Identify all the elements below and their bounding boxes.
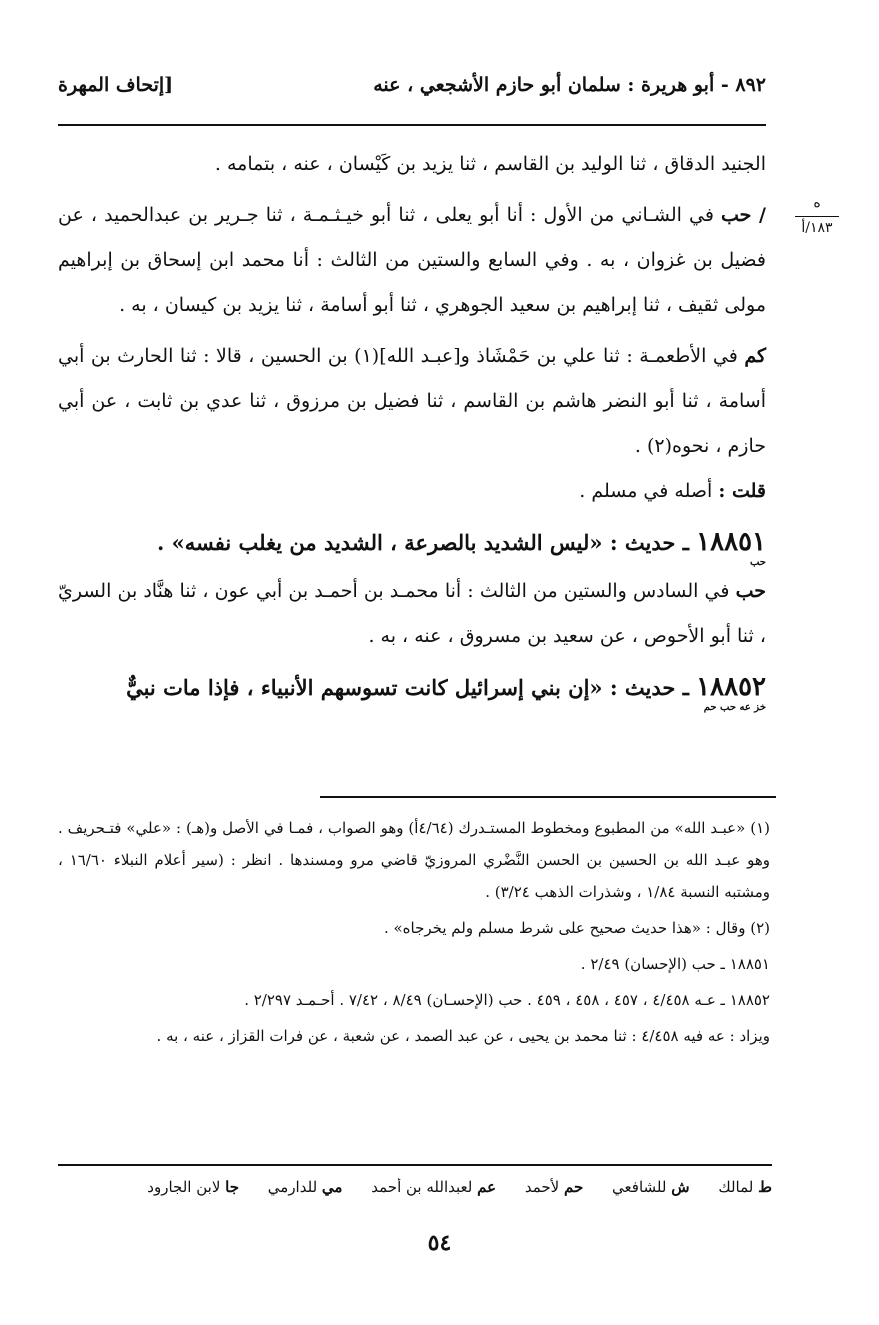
main-text xyxy=(58,142,766,714)
source-code: حب xyxy=(735,580,766,602)
hadith-text: ـ حديث : «ليس الشديد بالصرعة ، الشديد من يغلب نفسه» . xyxy=(157,530,689,555)
legend-code: عم xyxy=(477,1178,497,1196)
paragraph-text: في الأطعمـة : ثنا علي بن حَمْشَاذ و[عبـد الله](١) بن الحسين ، قالا : ثنا الحارث بن أبي أسامة ، ثنا أبو النضر هاشم بن القاسم ، ثنا فضيل بن مرزوق ، ثنا عدي بن ثابت ، عن أبي حازم ، نحوه(٢) . xyxy=(58,345,767,457)
hadith-source-codes: خز عه حب حم xyxy=(703,702,766,713)
hadith-number: ١٨٨٥٢ xyxy=(696,672,766,702)
footnote: ١٨٨٥١ ـ حب (الإحسان) ٢/٤٩ . xyxy=(580,955,770,973)
paragraph xyxy=(58,569,766,659)
legend-item xyxy=(135,1178,239,1196)
legend-code: ط xyxy=(758,1178,772,1196)
hadith-heading xyxy=(58,520,766,569)
footnote: (٢) وقال : «هذا حديث صحيح على شرط مسلم ولم يخرجاه» . xyxy=(383,919,770,937)
margin-note-top: ه xyxy=(813,195,821,211)
legend-label: لعبدالله بن أحمد xyxy=(371,1178,473,1196)
header-rule xyxy=(58,124,766,126)
source-code: قلت : xyxy=(718,480,766,502)
legend-label: لمالك xyxy=(718,1178,754,1196)
running-header xyxy=(58,74,766,110)
manuscript-margin-note xyxy=(792,194,842,237)
legend-item xyxy=(706,1178,772,1196)
legend-label: للدارمي xyxy=(267,1178,318,1196)
book-title: [إتحاف المهرة xyxy=(58,74,174,96)
legend-item xyxy=(513,1178,583,1196)
paragraph xyxy=(58,469,766,514)
legend-item xyxy=(256,1178,343,1196)
abbreviation-legend xyxy=(58,1178,772,1214)
margin-note-bottom: ١٨٣/أ xyxy=(801,220,833,236)
legend-code: حم xyxy=(563,1178,584,1196)
legend-item xyxy=(359,1178,496,1196)
legend-code: مي xyxy=(321,1178,343,1196)
legend-item xyxy=(600,1178,690,1196)
paragraph-text: في السادس والستين من الثالث : أنا محمـد بن أحمـد بن أبي عون ، ثنا هنَّاد بن السريّ ، ثنا أبو الأحوص ، عن سعيد بن مسروق ، عنه ، به . xyxy=(58,580,766,647)
source-code: كم xyxy=(744,345,767,367)
hadith-heading xyxy=(58,665,766,714)
footnote: ويزاد : عه فيه ٤/٤٥٨ : ثنا محمد بن يحيى ، عن عبد الصمد ، عن شعبة ، عن فرات القزاز ، عنه ، به . xyxy=(156,1027,770,1045)
footnotes xyxy=(58,812,770,1052)
margin-note-line xyxy=(795,216,839,217)
footnote: (١) «عبـد الله» من المطبوع ومخطوط المستـدرك (٤/٦٤أ) وهو الصواب ، فمـا في الأصل و(هـ) : «علي» فتـحريف . وهو عبـد الله بن الحسين بن الحسن النَّضْري المروزيّ قاضي مرو ومسندها . انظر : (سير أعلام النبلاء ١٦/٦٠ ، ومشتبه النسبة ١/٨٤ ، وشذرات الذهب ٣/٢٤) . xyxy=(58,819,770,901)
footnote-separator xyxy=(320,796,776,798)
paragraph xyxy=(58,142,766,187)
paragraph xyxy=(58,193,766,328)
page-number: ٥٤ xyxy=(427,1230,452,1256)
paragraph-text: الجنيد الدقاق ، ثنا الوليد بن القاسم ، ثنا يزيد بن كَيْسان ، عنه ، بتمامه . xyxy=(214,153,766,175)
paragraph xyxy=(58,334,766,469)
legend-label: للشافعي xyxy=(612,1178,667,1196)
legend-label: لأحمد xyxy=(524,1178,560,1196)
legend-code: ش xyxy=(671,1178,690,1196)
paragraph-text: أصله في مسلم . xyxy=(579,480,713,502)
chapter-title: ٨٩٢ - أبو هريرة : سلمان أبو حازم الأشجعي ، عنه xyxy=(373,74,766,96)
paragraph-text: في الشـاني من الأول : أنا أبو يعلى ، ثنا أبو خيـثـمـة ، ثنا جـرير بن عبدالحميد ، عن فضيل بن غزوان ، به . وفي السابع والستين من الثالث : أنا محمد ابن إسحاق بن إبراهيم مولى ثقيف ، ثنا إبراهيم بن سعيد الجوهري ، ثنا أبو أسامة ، ثنا يزيد بن كيسان ، به . xyxy=(58,204,766,316)
hadith-text: ـ حديث : «إن بني إسرائيل كانت تسوسهم الأنبياء ، فإذا مات نبيٌّ xyxy=(126,675,689,700)
legend-rule xyxy=(58,1164,772,1166)
hadith-source-codes: حب xyxy=(749,557,766,568)
legend-label: لابن الجارود xyxy=(147,1178,221,1196)
source-code: / حب xyxy=(720,204,766,226)
footnote: ١٨٨٥٢ ـ عـه ٤/٤٥٨ ، ٤٥٧ ، ٤٥٨ ، ٤٥٩ . حب (الإحسـان) ٨/٤٩ ، ٧/٤٢ . أحـمـد ٢/٢٩٧ . xyxy=(244,991,770,1009)
legend-code: جا xyxy=(225,1178,239,1196)
hadith-number: ١٨٨٥١ xyxy=(696,527,766,557)
